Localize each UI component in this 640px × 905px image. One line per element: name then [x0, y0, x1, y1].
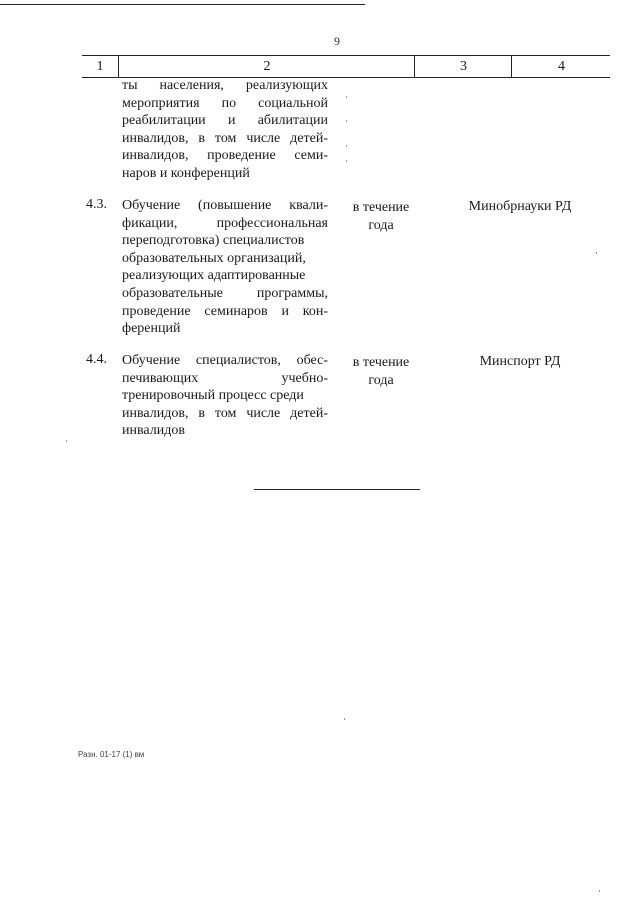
scan-speck [66, 440, 67, 442]
text-line: Обучение специалистов, обес- [122, 353, 328, 368]
text-line: Обучение (повышение квали- [122, 198, 328, 213]
continued-row-text [122, 77, 328, 183]
row-4-3-description [122, 197, 328, 338]
text-line: тренировочный процесс среди [122, 388, 304, 404]
term-line: в течение [352, 200, 410, 215]
row-4-4-responsible: Минспорт РД [479, 354, 561, 369]
scan-speck [346, 145, 347, 147]
text-line: мероприятия по социальной [122, 95, 328, 111]
table-header-row [82, 55, 610, 78]
header-cell-3: 3 [414, 56, 512, 77]
scan-speck [346, 96, 347, 98]
header-cell-1: 1 [96, 59, 104, 74]
text-line: наров и конференций [122, 165, 250, 181]
row-number-4-3: 4.3. [86, 197, 107, 212]
header-cell-4: 4 [511, 56, 611, 77]
text-line: образовательных организаций, [122, 250, 306, 266]
text-line: реализующих адаптированные [122, 268, 306, 284]
end-of-document-rule [254, 489, 420, 490]
scan-speck [346, 120, 347, 122]
text-line: инвалидов, в том числе детей- [122, 130, 328, 146]
text-line: реабилитации и абилитации [122, 113, 328, 129]
page-number: 9 [334, 34, 340, 48]
scan-speck [596, 252, 597, 254]
scan-speck [344, 718, 345, 720]
top-rule [0, 0, 365, 5]
scan-speck [599, 890, 600, 892]
term-line: года [368, 372, 394, 388]
term-line: года [368, 217, 394, 233]
scan-speck [346, 160, 347, 162]
term-line: в течение [352, 355, 410, 370]
text-line: образовательные программы, [122, 285, 328, 301]
row-4-3-term [342, 199, 420, 234]
text-line: инвалидов [122, 423, 185, 439]
text-line: фикации, профессиональная [122, 215, 328, 231]
text-line: инвалидов, в том числе детей- [122, 405, 328, 421]
row-4-3-responsible: Минобрнауки РД [468, 199, 572, 214]
row-4-4-description [122, 352, 328, 440]
text-line: ты населения, реализующих [122, 78, 328, 93]
footer-code: Разн. 01-17 (1) вм [78, 750, 145, 759]
header-cell-2: 2 [118, 56, 415, 77]
row-number-4-4: 4.4. [86, 352, 107, 367]
text-line: переподготовка) специалистов [122, 233, 305, 249]
text-line: инвалидов, проведение семи- [122, 148, 328, 164]
row-4-4-term [342, 354, 420, 389]
text-line: проведение семинаров и кон- [122, 303, 328, 319]
text-line: печивающих учебно- [122, 370, 328, 386]
text-line: ференций [122, 321, 181, 337]
